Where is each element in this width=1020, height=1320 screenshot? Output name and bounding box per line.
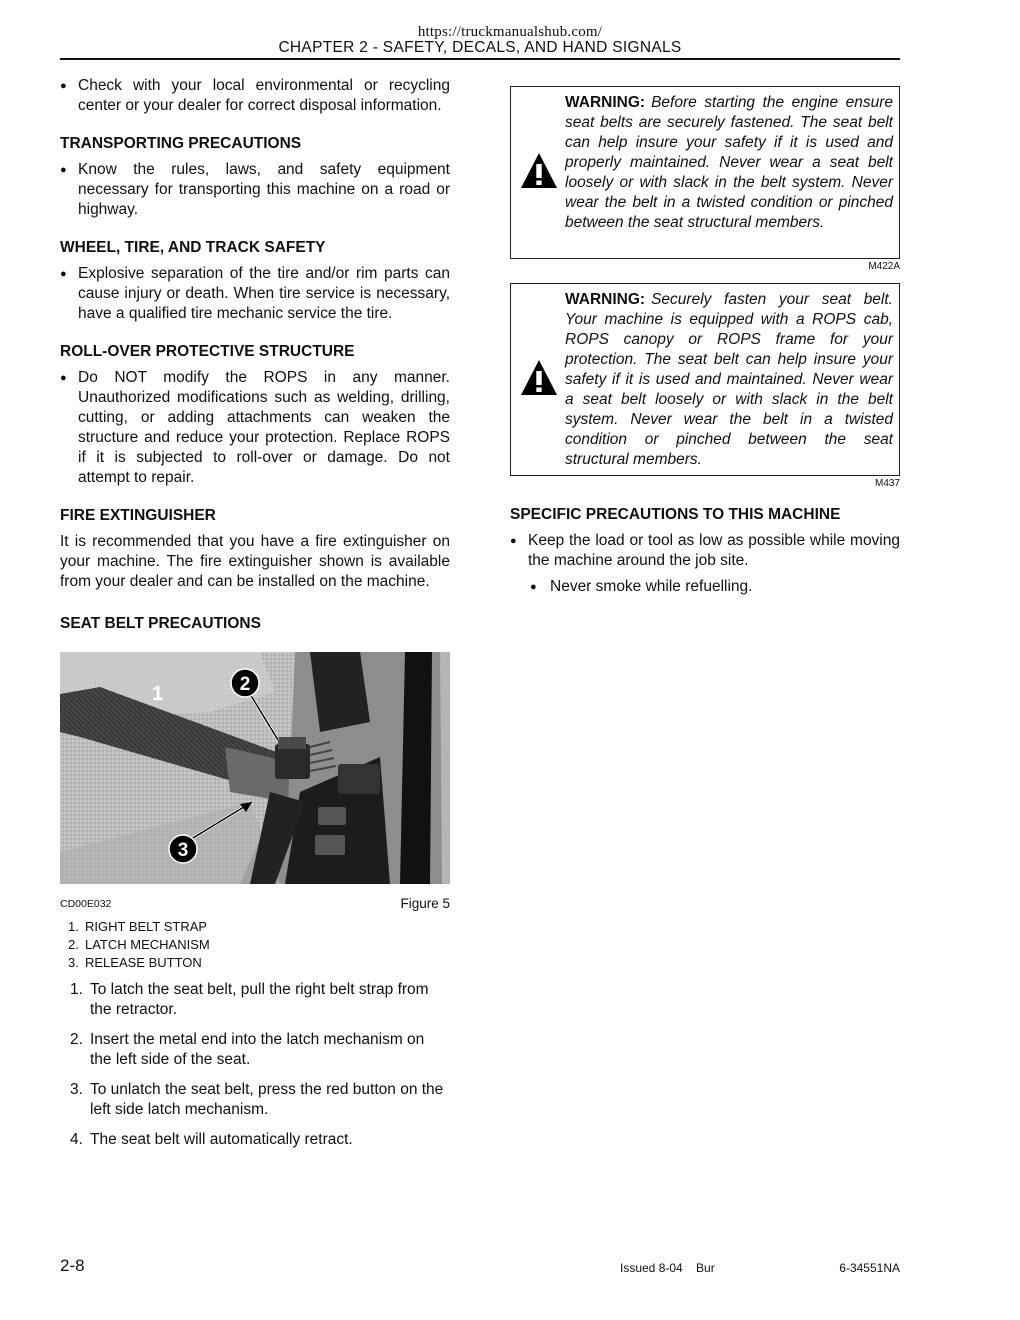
- disposal-bullet: ● Check with your local environmental or recycling center or your dealer for correct disposal information.: [60, 76, 450, 116]
- step-item: 1. To latch the seat belt, pull the right belt strap from the retractor.: [70, 981, 429, 1018]
- page-number: 2-8: [60, 1256, 85, 1275]
- watermark-url[interactable]: https://truckmanualshub.com/: [417, 24, 603, 40]
- fire-heading: FIRE EXTINGUISHER: [60, 507, 216, 524]
- callout-3-badge: [169, 835, 197, 863]
- transporting-bullet: ● Know the rules, laws, and safety equipment necessary for transporting this machine on a road or highway.: [60, 160, 450, 220]
- smoke-bullet: ● Never smoke while refuelling.: [530, 577, 900, 597]
- left-column: [60, 76, 450, 1160]
- seat-belt-photo: [60, 652, 450, 884]
- document-number: 6-34551NA: [839, 1261, 900, 1275]
- fire-text: It is recommended that you have a fire extinguisher on your machine. The fire extinguisher shown is available from your dealer and can be installed on the machine.: [60, 533, 450, 590]
- seatbelt-steps: [60, 980, 450, 1150]
- header-rule: [60, 58, 900, 60]
- chapter-title: CHAPTER 2 - SAFETY, DECALS, AND HAND SIGNALS: [278, 39, 682, 56]
- warning-triangle-icon: [519, 151, 559, 191]
- callout-2-badge: [231, 669, 259, 697]
- callout-3: 3: [177, 840, 189, 861]
- warning-text: WARNING: Before starting the engine ensure seat belts are securely fastened. The seat belt can help insure your safety if it is used and properly maintained. Never wear a seat belt loosely or with slack in the belt system. Never wear the belt in a twisted condition or pinched between the seat structural members.: [565, 94, 893, 231]
- rops-heading: ROLL-OVER PROTECTIVE STRUCTURE: [60, 343, 355, 360]
- right-column: [510, 86, 900, 597]
- warning-code: M422A: [868, 261, 900, 272]
- figure-label: Figure 5: [400, 896, 450, 911]
- step-item: 4. The seat belt will automatically retract.: [70, 1131, 353, 1148]
- warning-text: WARNING: Securely fasten your seat belt. Your machine is equipped with a ROPS cab, ROPS canopy or ROPS frame for your protection. The seat belt can help insure your safety if it is used and maintained. Never wear a seat belt loosely or with slack in the belt system. Never wear the belt in a twisted condition or pinched between the seat structural members.: [565, 291, 893, 468]
- specific-heading: SPECIFIC PRECAUTIONS TO THIS MACHINE: [510, 506, 841, 523]
- callout-1: 1: [152, 683, 164, 705]
- step-item: 3. To unlatch the seat belt, press the red button on the left side latch mechanism.: [70, 1081, 444, 1118]
- specific-bullet: ● Keep the load or tool as low as possible while moving the machine around the job site.: [510, 531, 900, 571]
- transporting-heading: TRANSPORTING PRECAUTIONS: [60, 135, 302, 152]
- warning-triangle-icon: [519, 358, 559, 398]
- legend-item: 1. RIGHT BELT STRAP: [68, 919, 208, 934]
- wheel-bullet: ● Explosive separation of the tire and/or rim parts can cause injury or death. When tire service is necessary, have a qualified tire mechanic service the tire.: [60, 264, 450, 324]
- figure-legend: [60, 918, 450, 972]
- page-footer: [60, 1256, 900, 1280]
- seatbelt-heading: SEAT BELT PRECAUTIONS: [60, 615, 261, 632]
- figure-caption: [60, 892, 450, 914]
- callout-2: 2: [239, 674, 251, 695]
- figure-code: CD00E032: [60, 898, 112, 910]
- legend-item: 2. LATCH MECHANISM: [68, 937, 210, 952]
- warning-box-rops: [510, 283, 900, 476]
- issued-date: Issued 8-04 Bur: [620, 1261, 715, 1275]
- rops-bullet: ● Do NOT modify the ROPS in any manner. Unauthorized modifications such as welding, drilling, cutting, or adding attachments can weaken the structure and reduce your protection. Replace ROPS if it is subjected to roll-over or damage. Do not attempt to repair.: [60, 368, 450, 488]
- warning-box-seatbelt: [510, 86, 900, 259]
- warning-code: M437: [874, 478, 900, 489]
- step-item: 2. Insert the metal end into the latch mechanism on the left side of the seat.: [70, 1031, 425, 1068]
- legend-item: 3. RELEASE BUTTON: [68, 955, 202, 970]
- wheel-heading: WHEEL, TIRE, AND TRACK SAFETY: [60, 239, 326, 256]
